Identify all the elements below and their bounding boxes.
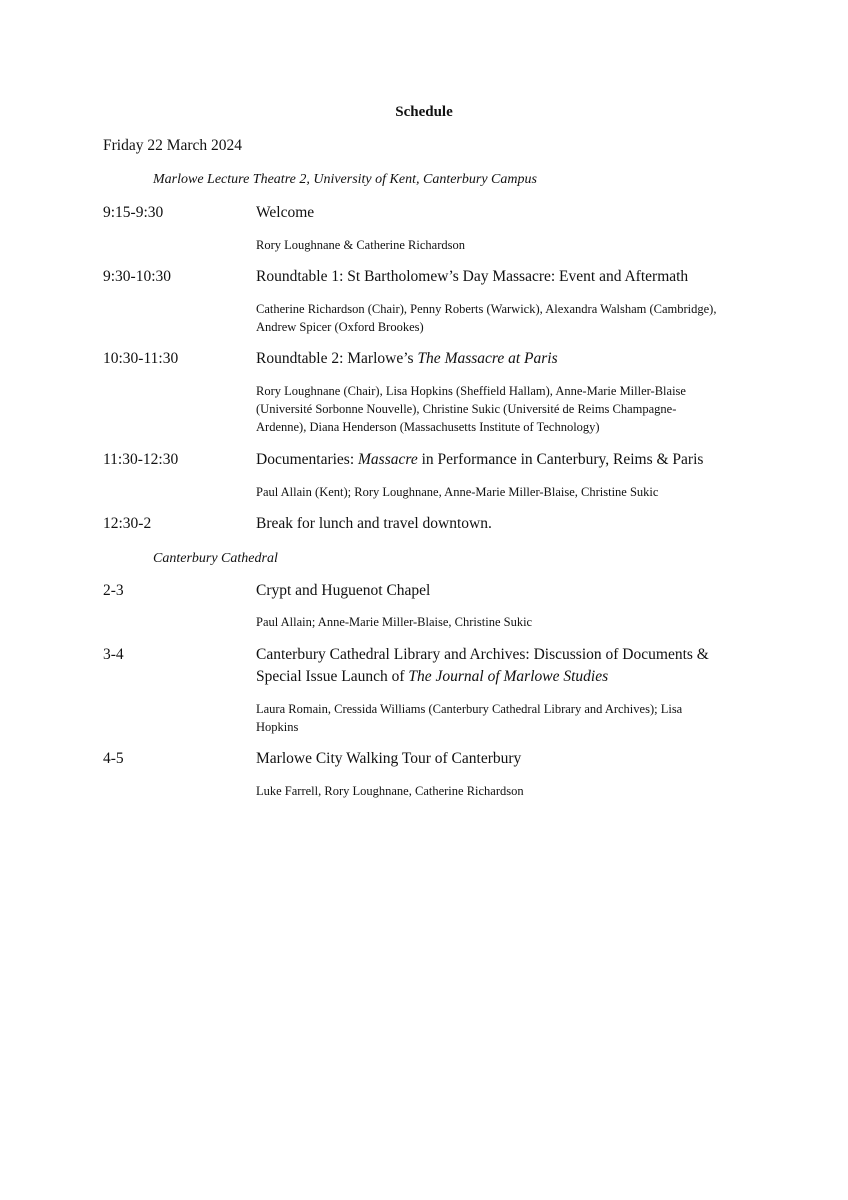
session-event: Welcome [256,204,315,221]
session-people: Catherine Richardson (Chair), Penny Roberts (Warwick), Alexandra Walsham (Cambridge), Andrew Spicer (Oxford Brookes) [256,302,717,334]
session-event: Break for lunch and travel downtown. [256,515,492,532]
event-title-italic: The Journal of Marlowe Studies [408,668,609,685]
session-people: Paul Allain (Kent); Rory Loughnane, Anne-Marie Miller-Blaise, Christine Sukic [256,485,659,499]
session-time: 10:30-11:30 [103,350,179,367]
session-time: 9:15-9:30 [103,204,164,221]
event-title-italic: The Massacre at Paris [417,350,558,367]
session-people: Luke Farrell, Rory Loughnane, Catherine Richardson [256,784,524,798]
session-time: 11:30-12:30 [103,451,179,468]
session-people: Rory Loughnane (Chair), Lisa Hopkins (Sheffield Hallam), Anne-Marie Miller-Blaise (Université Sorbonne Nouvelle), Christine Sukic (Université de Reims Champagne-Ardenne), Diana Henderson (Massachusetts Institute of Technology) [256,384,686,434]
event-text: Documentaries: [256,451,359,468]
session-event: Marlowe City Walking Tour of Canterbury [256,750,522,767]
session-people: Laura Romain, Cressida Williams (Canterbury Cathedral Library and Archives); Lisa Hopkins [256,702,683,734]
session-event: Roundtable 1: St Bartholomew’s Day Massacre: Event and Aftermath [256,268,689,285]
venue-heading: Canterbury Cathedral [153,551,278,566]
event-title-italic: Massacre [358,451,418,468]
session-time: 4-5 [103,750,124,767]
session-people: Rory Loughnane & Catherine Richardson [256,238,465,252]
venue-heading: Marlowe Lecture Theatre 2, University of Kent, Canterbury Campus [153,172,537,187]
event-text: in Performance in Canterbury, Reims & Paris [417,451,704,468]
session-event: Crypt and Huguenot Chapel [256,582,431,599]
schedule-date: Friday 22 March 2024 [103,137,243,154]
session-time: 3-4 [103,646,124,663]
session-event [256,348,756,370]
session-event [256,449,756,471]
page-title: Schedule [395,104,453,120]
event-text: Roundtable 2: Marlowe’s [256,350,418,367]
session-time: 9:30-10:30 [103,268,172,285]
session-event [256,644,756,688]
event-text: Canterbury Cathedral Library and Archives: Discussion of Documents & Special Issue Launch of [256,646,709,685]
session-time: 12:30-2 [103,515,152,532]
session-time: 2-3 [103,582,124,599]
session-people: Paul Allain; Anne-Marie Miller-Blaise, Christine Sukic [256,615,533,629]
